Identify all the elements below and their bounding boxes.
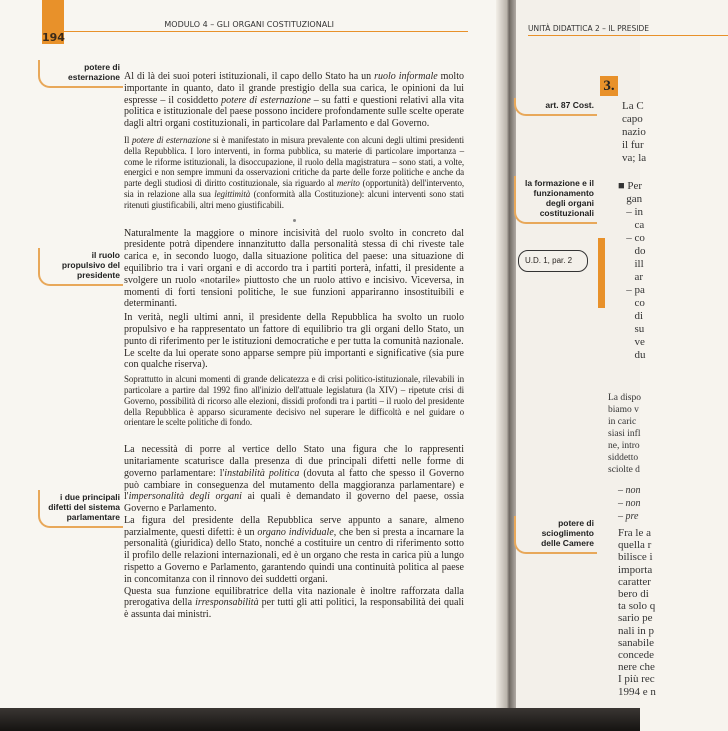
text-run: Questa sua funzione equilibratrice della vita nazionale è inoltre rafforzata dalla prerogativa della bbox=[124, 585, 464, 609]
text-run: (opportunità) dell'intervento, sia in relazione alla sua bbox=[124, 178, 464, 199]
paragraph bbox=[124, 444, 464, 515]
text-run: (conformità alla Costituzione): alcuni interventi sono stati ritenuti giustificabili, altri meno giustificabili. bbox=[124, 188, 464, 210]
italic-term: merito bbox=[336, 178, 360, 189]
text-run: ai quali è demandato il governo del paese, ossia Governo e Parlamento. bbox=[124, 491, 464, 515]
main-text-column bbox=[124, 71, 464, 621]
text-fragment: La dispo biamo v in caric siasi infl ne, intro siddetto sciolte d bbox=[608, 393, 641, 475]
paragraph bbox=[124, 135, 464, 211]
italic-term: irresponsabilità bbox=[195, 597, 259, 609]
cross-reference: U.D. 1, par. 2 bbox=[518, 250, 588, 272]
paragraph bbox=[124, 515, 464, 586]
header-rule bbox=[64, 31, 468, 32]
text-fragment: La C capo nazio il fur va; la bbox=[622, 100, 647, 164]
text-run: Al di là dei suoi poteri istituzionali, il capo dello Stato ha un bbox=[124, 71, 375, 82]
scan-edge bbox=[0, 708, 640, 731]
italic-term: instabilità politica bbox=[224, 467, 300, 479]
section-number: 3. bbox=[600, 76, 618, 96]
paragraph bbox=[124, 586, 464, 621]
separator-dot bbox=[293, 219, 296, 222]
italic-term: impersonalità degli organi bbox=[128, 491, 242, 503]
paragraph bbox=[124, 348, 464, 372]
text-run: – su fatti e questioni relativi alla vita politica e istituzionale del paese possono incidere profondamente sulle scelte operate dagli altri organi costituzionali, in particolare dal Parlamento e dal Governo. bbox=[124, 94, 464, 130]
margin-note: la formazione e il funzionamento degli organi costituzionali bbox=[514, 176, 597, 224]
text-fragment: Fra le a quella r bilisce i importa caratter bero di ta solo q sario pe nali in p sanabile concede nere che I più rec 1994 e n bbox=[618, 527, 656, 698]
margin-note: i due principali difetti del sistema parlamentare bbox=[38, 490, 123, 528]
text-run: Naturalmente la maggiore o minore incisività del ruolo svolto in concreto dal presidente potrà dipendere innanzitutto dalla personalità stessa di chi riveste tale carica e, in secondo luogo, dalla situazione politica del paese: una situazione di equilibrio tra i vari organi e di accordo tra i partiti porterà, infatti, il presidente a svolgere un ruolo «notarile» piuttosto che un ruolo attivo e incisivo. Viceversa, in momenti di forti tensioni politiche, le sue funzioni appariranno insostituibili e determinanti. bbox=[124, 227, 464, 310]
page-number: 194 bbox=[42, 31, 65, 44]
text-fragment: – non – non – pre bbox=[618, 485, 641, 522]
text-run: Le scelte da lui operate sono apparse sempre più importanti e significative (sia pure con qualche riserva). bbox=[124, 347, 464, 371]
text-run: per tutti gli atti politici, la responsabilità dei quali è assunta dai ministri. bbox=[124, 597, 465, 621]
running-header: MODULO 4 – GLI ORGANI COSTITUZIONALI bbox=[164, 20, 334, 29]
running-header: UNITÀ DIDATTICA 2 – IL PRESIDE bbox=[528, 24, 728, 36]
accent-bar bbox=[598, 238, 605, 308]
margin-note: potere di scioglimento delle Camere bbox=[514, 516, 597, 554]
italic-term: potere di esternazione bbox=[221, 94, 311, 106]
right-page bbox=[516, 0, 656, 708]
italic-term: legittimità bbox=[214, 188, 251, 199]
italic-term: ruolo informale bbox=[374, 71, 438, 82]
text-run: In verità, negli ultimi anni, il presidente della Repubblica ha svolto un ruolo propulsivo e ha rappresentato un fattore di equilibrio tra gli organi dello Stato, un punto di riferimento per le istituzioni democratiche e per tutta la comunità nazionale. bbox=[124, 312, 464, 347]
paragraph bbox=[124, 228, 464, 311]
text-run: molto importante in quanto, dato il grande prestigio della sua carica, le opinioni da lui espresse – il cosiddetto bbox=[124, 71, 464, 106]
paragraph bbox=[124, 71, 464, 130]
text-run: Soprattutto in alcuni momenti di grande delicatezza e di crisi politico-istituzionale, rilevabili in particolare a partire dal 1992 fino all'inizio dell'attuale legislatura (la XIV) – ripetute crisi di Governo, possibilità di ricorso alle elezioni, dissidi profondi tra i partiti – il ruolo del presidente della Repubblica è apparso sicuramente decisivo nel superare le difficoltà e nel guidare o orientare le scelte politiche di fondo. bbox=[124, 374, 464, 428]
paragraph bbox=[124, 312, 464, 347]
text-run: La necessità di porre al vertice dello Stato una figura che lo rappresenti unitariamente scaturisce dalla presenza di due principali difetti nelle forme di governo parlamentare: l' bbox=[124, 444, 464, 479]
text-run: Il bbox=[124, 134, 132, 145]
italic-term: potere di esternazione bbox=[131, 134, 211, 145]
paragraph bbox=[124, 374, 464, 428]
margin-note: il ruolo propulsivo del presidente bbox=[38, 248, 123, 286]
text-run: , che ben si presta a incarnare la personalità (giuridica) dello Stato, nonché a costituire un centro di riferimento sotto il profilo delle relazioni internazionali, ed è un organo che resta in carica più a lungo rispetto a Governo e Parlamento, garantendo quindi una continuità politica al paese in concomitanza con il rinnovo dei suddetti organi. bbox=[124, 526, 464, 585]
margin-note: art. 87 Cost. bbox=[514, 98, 597, 116]
margin-note: potere di esternazione bbox=[38, 60, 123, 88]
text-run: La figura del presidente della Repubblica serve appunto a sanare, almeno parzialmente, questi difetti: è un bbox=[124, 514, 464, 538]
text-run: si è manifestato in misura prevalente con alcuni degli ultimi presidenti della Repubblica. I loro interventi, in forma pubblica, su materie di particolare importanza – come le riforme istituzionali, la disoccupazione, il ruolo della magistratura – sono stati, a volte, energici e non sempre immuni da osservazioni critiche da parte delle forze politiche e anche da parte degli studiosi di diritto costituzionale, sia riguardo al bbox=[124, 134, 465, 189]
text-fragment: ■ Per gan – in ca – co do ill ar – pa co di su ve du bbox=[618, 180, 646, 361]
italic-term: organo individuale bbox=[257, 526, 334, 538]
text-run: (dovuta al fatto che spesso il Governo può cambiare in conseguenza del mutamento della maggioranza parlamentare) e l' bbox=[124, 467, 464, 503]
